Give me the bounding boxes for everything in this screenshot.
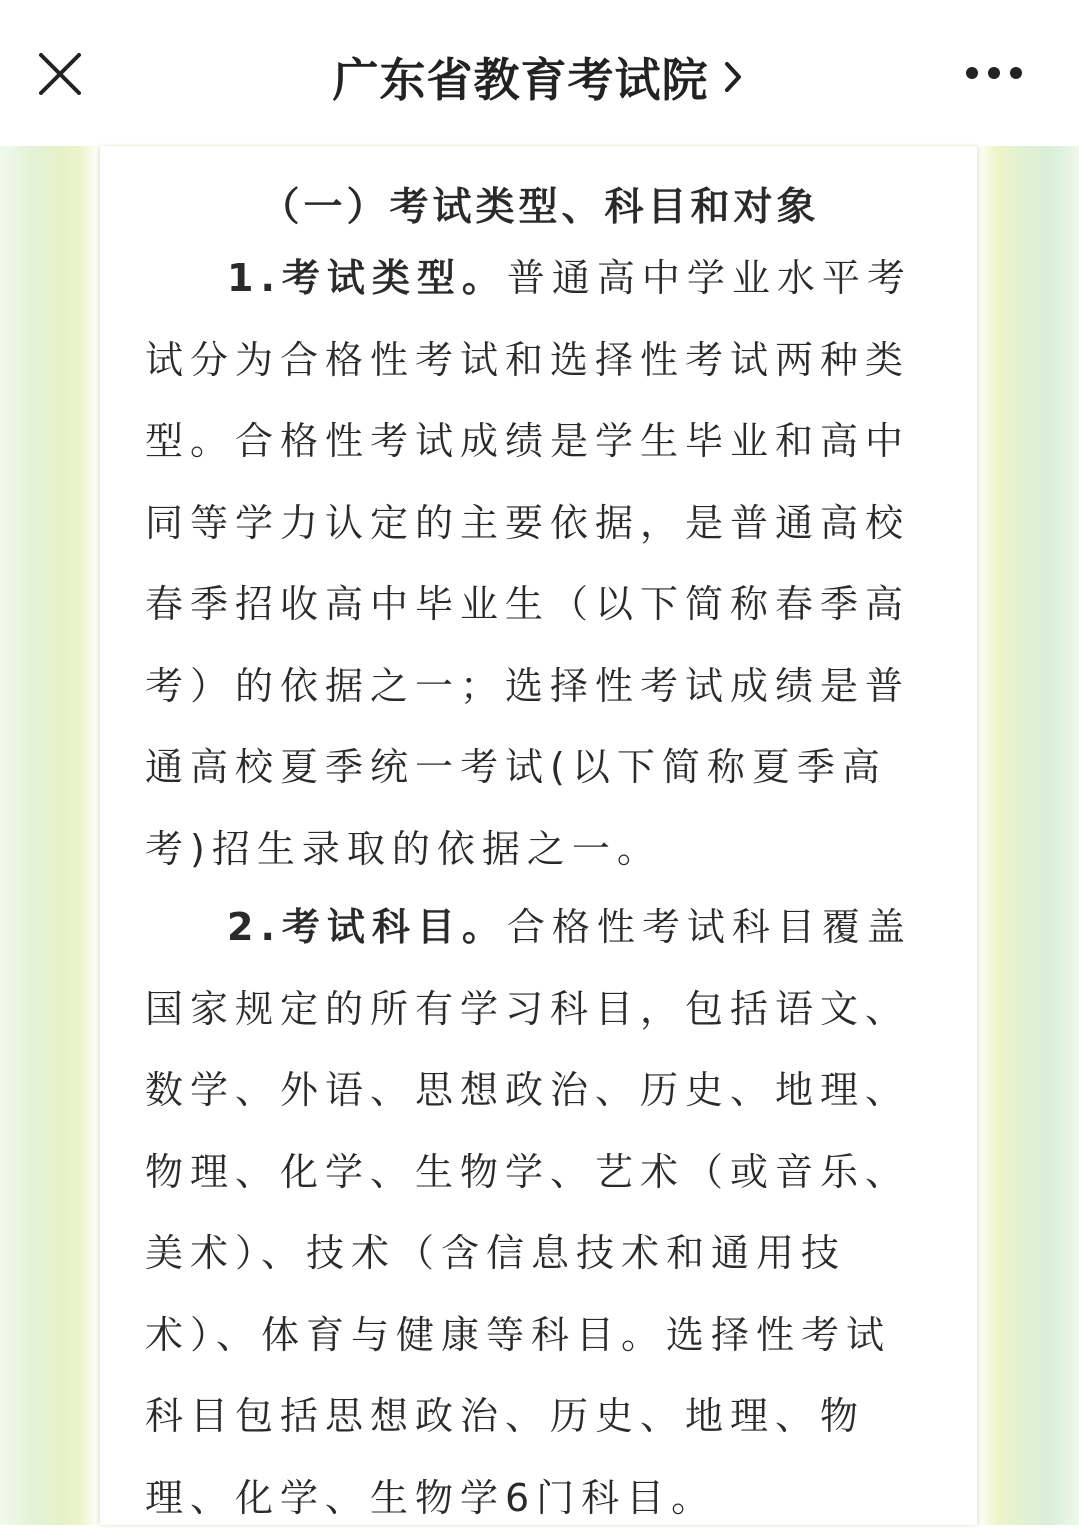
top-navigation-bar <box>0 0 1079 146</box>
account-title-link[interactable] <box>333 44 747 110</box>
page-title: 广东省教育考试院 <box>333 44 709 110</box>
paragraph-line: 国家规定的所有学习科目，包括语文、 <box>145 969 935 1051</box>
paragraph-line: 型。合格性考试成绩是学生毕业和高中 <box>145 401 935 483</box>
paragraph-line: 术）、体育与健康等科目。选择性考试 <box>145 1295 935 1377</box>
paragraph-line: 同等学力认定的主要依据，是普通高校 <box>145 483 935 565</box>
paragraph-line: 考)招生录取的依据之一。 <box>145 809 935 891</box>
chevron-right-icon <box>719 58 747 96</box>
section-heading: （一）考试类型、科目和对象 <box>145 176 935 232</box>
paragraph-line: 数学、外语、思想政治、历史、地理、 <box>145 1050 935 1132</box>
paragraph-line: 美术）、技术（含信息技术和通用技 <box>145 1213 935 1295</box>
paragraph-line: 通高校夏季统一考试(以下简称夏季高 <box>145 727 935 809</box>
paragraph-line: 物理、化学、生物学、艺术（或音乐、 <box>145 1132 935 1214</box>
paragraph-exam-subjects <box>145 887 935 1539</box>
paragraph-line: 考）的依据之一；选择性考试成绩是普 <box>145 646 935 728</box>
paragraph-line: 2.考试科目。合格性考试科目覆盖 <box>145 887 935 969</box>
paragraph-lead: 1.考试类型。 <box>227 256 507 300</box>
close-button[interactable] <box>30 44 90 104</box>
more-icon <box>964 65 1024 81</box>
paragraph-line: 理、化学、生物学6门科目。 <box>145 1458 935 1539</box>
paragraph-lead: 2.考试科目。 <box>227 905 507 949</box>
paragraph-line: 试分为合格性考试和选择性考试两种类 <box>145 320 935 402</box>
close-icon <box>37 51 83 97</box>
paragraph-line: 1.考试类型。普通高中学业水平考 <box>145 238 935 320</box>
paragraph-line: 春季招收高中毕业生（以下简称春季高 <box>145 564 935 646</box>
paragraph-line: 科目包括思想政治、历史、地理、物 <box>145 1376 935 1458</box>
paragraph-exam-types <box>145 238 935 890</box>
more-options-button[interactable] <box>959 55 1029 91</box>
